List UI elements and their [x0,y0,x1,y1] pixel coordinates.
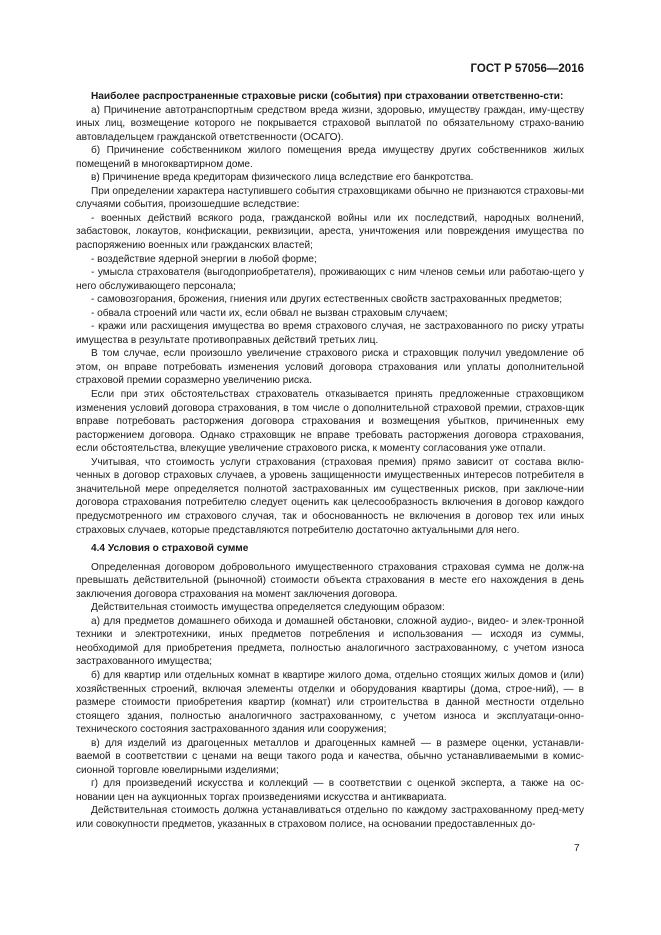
paragraph-refusal: Если при этих обстоятельствах страхователь отказывается принять предложенные страховщиком изменения условий договора страхования, в том числе о дополнительной страховой премии, страхов-щик вправе потребовать расторжения договора страхования и возмещения убытков, причиненных ему расторжением договора. Однако страховщик не вправе требовать расторжения договора страхования, если обстоятельства, влекущие увеличение страхового риска, к моменту согласования уже отпали. [76,389,584,455]
paragraph-premium: Учитывая, что стоимость услуги страхования (страховая премия) прямо зависит от состава вклю-ченных в договор страховых случаев, а уровень защищенности имущественных интересов потребителя в значительной мере определяется полнотой застрахованных им существенных рисков, при заключе-нии договора страхования потребителю следует оценить как целесообразность включения в договор каждого предусмотренного им страхового случая, так и обоснованность не включения в договор тех или иных страховых случаев, которые представляются потребителю достаточно актуальными для него. [76,456,584,536]
risk-item-v: в) Причинение вреда кредиторам физического лица вследствие его банкротства. [91,172,474,184]
exclusion-item: - воздействие ядерной энергии в любой форме; [91,253,317,265]
exclusion-item: - военных действий всякого рода, гражданской войны или их последствий, народных волнений, забастовок, локаутов, конфискации, реквизиции, ареста, уничтожения или повреждения имущества по распоряжению военных или гражданских властей; [76,212,584,252]
paragraph-sum-limit: Определенная договором добровольного имущественного страхования страховая сумма не долж-на превышать действительной (рыночной) стоимости объекта страхования в месте его нахождения в день заключения договора страхования на момент заключения договора. [76,561,584,600]
paragraph-value-separate: Действительная стоимость должна устанавливаться отдельно по каждому застрахованному пред-мету или совокупности предметов, указанных в страховом полисе, на основании предоставленных до- [76,805,584,830]
value-item-b: б) для квартир или отдельных комнат в квартире жилого дома, отдельно стоящих жилых домов и (или) хозяйственных строений, включая элементы отделки и оборудования квартиры (дома, строе-ний), — в размере стоимости приобретения квартир (комнат) или строительства в данной местности отдельно стоящего здания, полностью аналогичного застрахованному, с учетом износа и эксплуатаци-онно-технического состояния застрахованного здания или сооружения; [76,669,584,736]
exclusion-item: - обвала строений или части их, если обвал не вызван страховым случаем; [91,307,448,319]
section-title-risks: Наиболее распространенные страховые риски (события) при страховании ответственно-сти: [91,91,564,102]
risk-item-a: а) Причинение автотранспортным средством вреда жизни, здоровью, имуществу граждан, иму-ществу иных лиц, возмещение которого не покрывается страховой выплатой по обязательному страхо-ванию автовладельцем гражданской ответственности (ОСАГО). [76,104,584,143]
document-id: ГОСТ Р 57056—2016 [470,63,584,75]
exclusion-item: - кражи или расхищения имущества во время страхового случая, не застрахованного по риску утраты имущества в результате противоправных действий третьих лиц. [76,321,584,346]
section-heading-sum: 4.4 Условия о страховой сумме [91,543,249,555]
value-item-v: в) для изделий из драгоценных металлов и драгоценных камней — в размере оценки, устанавли-ваемой в соответствии с ценами на вещи такого рода и качества, обычно устанавливаемыми в комис-сионной торговле ювелирными изделиями; [76,737,584,776]
page-number: 7 [574,843,580,854]
exclusions-intro: При определении характера наступившего события страховщиками обычно не признаются страховы-ми случаями события, произошедшие вследствие: [76,185,584,211]
document-body [76,90,584,832]
value-item-a: а) для предметов домашнего обихода и домашней обстановки, сложной аудио-, видео- и элек-тронной техники и электротехники, иных предметов потребления и использования — исходя из суммы, необходимой для приобретения предмета, полностью аналогичного застрахованному, с учетом износа застрахованного имущества; [76,615,584,668]
value-item-g: г) для произведений искусства и коллекций — в соответствии с оценкой эксперта, а также на ос-новании цен на аукционных торгах произведениями искусства и антиквариата. [76,778,584,803]
paragraph-risk-increase: В том случае, если произошло увеличение страхового риска и страховщик получил уведомление об этом, он вправе потребовать изменения условий договора страхования или уплаты дополнительной страховой премии соразмерно увеличению риска. [76,348,584,387]
paragraph-value-intro: Действительная стоимость имущества определяется следующим образом: [91,602,445,614]
exclusion-item: - умысла страхователя (выгодоприобретателя), проживающих с ним членов семьи или работаю-щего у него обслуживающего персонала; [76,267,584,292]
risk-item-b: б) Причинение собственником жилого помещения вреда имуществу других собственников жилых помещений в многоквартирном доме. [76,145,584,170]
exclusion-item: - самовозгорания, брожения, гниения или других естественных свойств застрахованных предметов; [91,294,563,306]
